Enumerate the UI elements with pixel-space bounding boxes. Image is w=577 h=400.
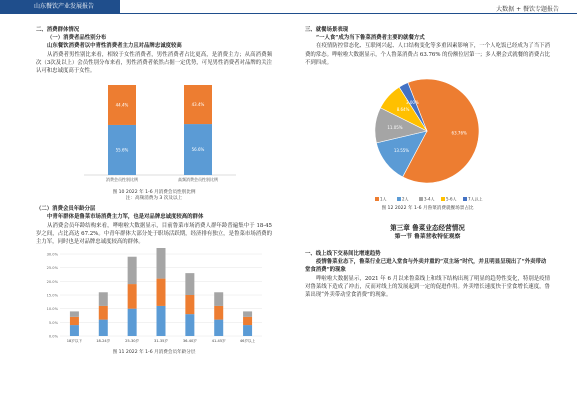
bar-男-6 [243,325,252,336]
bar-未知-3 [157,248,166,279]
pie-value-label: 11.05% [387,124,403,130]
x-tick-label: 18岁以下 [66,339,83,344]
bar-女-6 [243,317,252,325]
section-heading-scene: 三、就餐场景表现 [305,27,349,33]
paragraph-takeaway: 哗啦啦大数据显示，2021 年 6 月以来鲁菜线上和线下结构出现了明显的趋势性变化，特别是疫情对鲁菜线下造成了冲击，反而对线上的发展起到一定的促进作用。外卖增长速度快于堂食增长速度，鲁菜出现“外卖带动堂食消费”的现象。 [305,275,550,299]
paragraph-solo-dining: 在疫情防控常态化、互联网兴起、人口结构变化等多重因素影响下，一个人吃饭已经成为了当下消费的常态。哗啦啦大数据显示，个人鲁菜消费占 63.76% 的份额位居第一；多人聚会式就餐的消费占比不到四成。 [305,43,550,66]
y-tick-label: 20.0% [46,280,58,285]
x-tick-label: 31-35岁 [153,339,169,344]
dining-scene-pie-chart [305,71,550,206]
bar-男-1 [99,320,108,336]
y-tick-label: 0.0% [48,334,58,339]
legend-swatch-2 [419,197,423,201]
bar-未知-5 [214,293,223,307]
y-tick-label: 30.0% [46,252,58,257]
bar-男-3 [157,306,166,336]
bar-女-5 [214,306,223,320]
bar-未知-2 [128,257,137,284]
x-tick-label: 36-40岁 [182,339,197,344]
x-tick-label: 18-24岁 [96,339,111,344]
figure-11-caption: 图 11 2022 年 1-6 月消费会员年龄分层 [112,350,196,356]
legend-label: 1人 [380,196,387,202]
report-title-tab: 山东餐饮产业发展报告 [0,0,120,13]
chapter-title: 第三章 鲁菜业态经营情况 [390,224,465,233]
bar-女-1 [99,306,108,320]
bar-女-4 [185,295,194,314]
bar-value-label: 44.4% [115,102,129,108]
pie-value-label: 8.64% [396,106,410,112]
y-tick-label: 10.0% [46,307,58,312]
legend-label: 3-4人 [424,196,435,202]
x-tick-label: 46岁以上 [239,339,256,344]
bold-lead-age: 中青年群体是鲁菜市场消费主力军，也是对品牌忠诚度较高的群体 [47,214,204,221]
y-tick-label: 5.0% [48,321,58,326]
bold-lead-takeaway: 疫情鲁菜业态下，鲁菜行业已进入堂食与外卖并重的“双主场”时代，并且明显呈现出了“外卖带动堂食消费”的现象 [305,259,547,274]
x-tick-label: 高频消费会员性别比例 [178,177,218,183]
legend-swatch-3 [441,197,445,201]
y-tick-label: 15.0% [46,293,58,298]
age-chart-svg [36,248,272,350]
bold-lead-solo-dining: “一人食”成为当下鲁菜消费者主要的就餐方式 [316,35,425,42]
bar-女-2 [128,284,137,309]
bar-value-label: 43.4% [191,102,205,108]
paragraph-gender: 从消费者男性别比来看，相较于女性消费者，男性消费者占比更高，是消费主力；从高消费频次（3次及以上）会员性别分布来看，男性消费者依然占据一定优势，可见男性消费者对品牌的关注认可和忠诚度高于女性。 [36,51,272,75]
gender-chart-svg [36,77,272,190]
paragraph-age: 从消费会员年龄结构来看，哗啦啦大数据显示，目前鲁菜市场消费人群年龄普遍集中于 18-45 岁之间，占比高达 67.2%。中青年群体大部分处于职场活跃期，经济排有独立，是鲁菜市场消费的主力军，同时也是对品牌忠诚度较高的群体。 [36,222,272,246]
header-right-title: 大数据 + 餐饮专题报告 [496,6,559,13]
bold-lead-gender: 山东餐饮消费者以中青性消费者主力且对品牌忠诚度较高 [47,43,182,50]
bar-女-0 [70,317,79,325]
right-column [305,26,550,299]
legend-swatch-1 [397,197,401,201]
legend-swatch-0 [375,197,379,201]
legend-label: 7人以上 [468,196,483,202]
bar-未知-4 [185,273,194,295]
pie-value-label: 63.76% [451,130,467,136]
bar-男-0 [70,325,79,336]
legend-swatch-4 [463,197,467,201]
subheading-age: （二）消费会员年龄分层 [36,206,96,213]
section-heading-consumers: 二、消费群体情况 [36,27,80,33]
bar-未知-6 [243,312,252,317]
age-chart [36,248,272,350]
bar-男-4 [185,314,194,336]
figure-12-caption: 图 12 2022 年 1-6 月鲁菜消费就餐场景占比 [381,206,474,212]
bar-男-5 [214,320,223,336]
left-column [36,26,272,356]
figure-10-note: 注：高频消费为 3 次及以上 [125,196,183,202]
x-tick-label: 消费会员性别比例 [106,177,138,183]
legend-label: 5-6人 [446,196,457,202]
dining-scene-pie-svg [305,71,550,206]
bar-value-label: 55.6% [115,147,129,153]
pie-value-label: 13.55% [393,148,410,154]
bar-value-label: 56.6% [191,147,205,153]
bar-女-3 [157,279,166,306]
figure-10-caption: 图 10 2022 年 1-6 月消费会员性别比例 [112,190,196,196]
legend-label: 2人 [402,196,409,202]
chapter-subtitle: 第一节 鲁菜营收特征观察 [394,234,461,241]
header-rule [0,13,577,14]
pie-value-label: 3.00% [406,99,419,105]
y-tick-label: 25.0% [46,266,58,271]
x-tick-label: 25-30岁 [125,339,140,344]
bar-男-2 [128,309,137,336]
subheading-gender: （一）消费者品性别分布 [47,35,107,42]
bar-未知-1 [99,293,108,307]
x-tick-label: 41-45岁 [211,339,226,344]
gender-chart [36,77,272,190]
subheading-online-offline: 一、线上线下交易间比增速趋势 [305,251,381,258]
bar-未知-0 [70,312,79,317]
